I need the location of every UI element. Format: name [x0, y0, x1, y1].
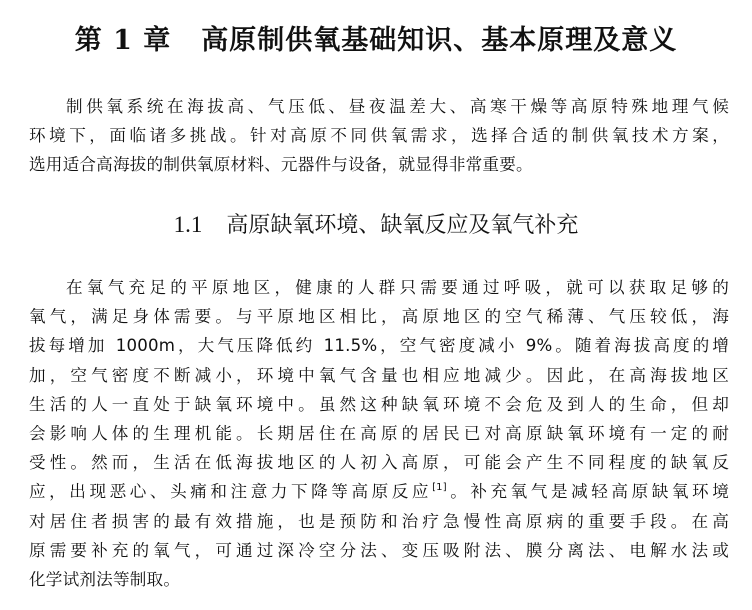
intro-line: 制供氧系统在海拔高、气压低、昼夜温差大、高寒干燥等高原特殊地理气候	[66, 97, 729, 116]
body-line: 对居住者损害的最有效措施，也是预防和治疗急慢性高原病的重要手段。在高	[29, 511, 729, 531]
body-line: 加，空气密度不断减小，环境中氧气含量也相应地减少。因此，在高海拔地区	[29, 365, 729, 385]
body-paragraph	[29, 273, 729, 594]
body-line: 在氧气充足的平原地区，健康的人群只需要通过呼吸，就可以获取足够的	[66, 278, 729, 297]
section-title-text: 高原缺氧环境、缺氧反应及氧气补充	[226, 213, 579, 238]
body-line-part: 。补充氧气是减轻高原缺氧环境	[446, 482, 729, 502]
body-line: 化学试剂法等制取。	[29, 570, 181, 590]
chapter-label-prefix: 第	[74, 25, 103, 56]
citation-reference[interactable]: [1]	[432, 482, 447, 494]
chapter-title-text: 高原制供氧基础知识、基本原理及意义	[201, 25, 678, 56]
body-line: 会影响人体的生理机能。长期居住在高原的居民已对高原缺氧环境有一定的耐	[29, 424, 729, 444]
section-heading	[0, 208, 752, 239]
chapter-number: 1	[113, 25, 133, 56]
body-line: 氧气，满足身体需要。与平原地区相比，高原地区的空气稀薄、气压较低，海	[29, 307, 729, 327]
body-line-part: 应，出现恶心、头痛和注意力下降等高原反应	[29, 482, 433, 502]
intro-line: 环境下，面临诸多挑战。针对高原不同供氧需求，选择合适的制供氧技术方案，	[29, 126, 729, 146]
body-line: 原需要补充的氧气，可通过深冷空分法、变压吸附法、膜分离法、电解水法或	[29, 540, 729, 560]
body-line: 生活的人一直处于缺氧环境中。虽然这种缺氧环境不会危及到人的生命，但却	[29, 394, 729, 414]
intro-line: 选用适合高海拔的制供氧原材料、元器件与设备，就显得非常重要。	[29, 155, 533, 175]
body-line-with-citation	[29, 477, 729, 506]
body-line: 拔每增加 1000m，大气压降低约 11.5%，空气密度减小 9%。随着海拔高度的增	[29, 336, 729, 356]
section-number: 1.1	[173, 212, 203, 237]
body-line: 受性。然而，生活在低海拔地区的人初入高原，可能会产生不同程度的缺氧反	[29, 453, 729, 473]
intro-paragraph	[29, 92, 729, 180]
chapter-title	[0, 18, 752, 57]
chapter-label-suffix: 章	[143, 25, 172, 56]
